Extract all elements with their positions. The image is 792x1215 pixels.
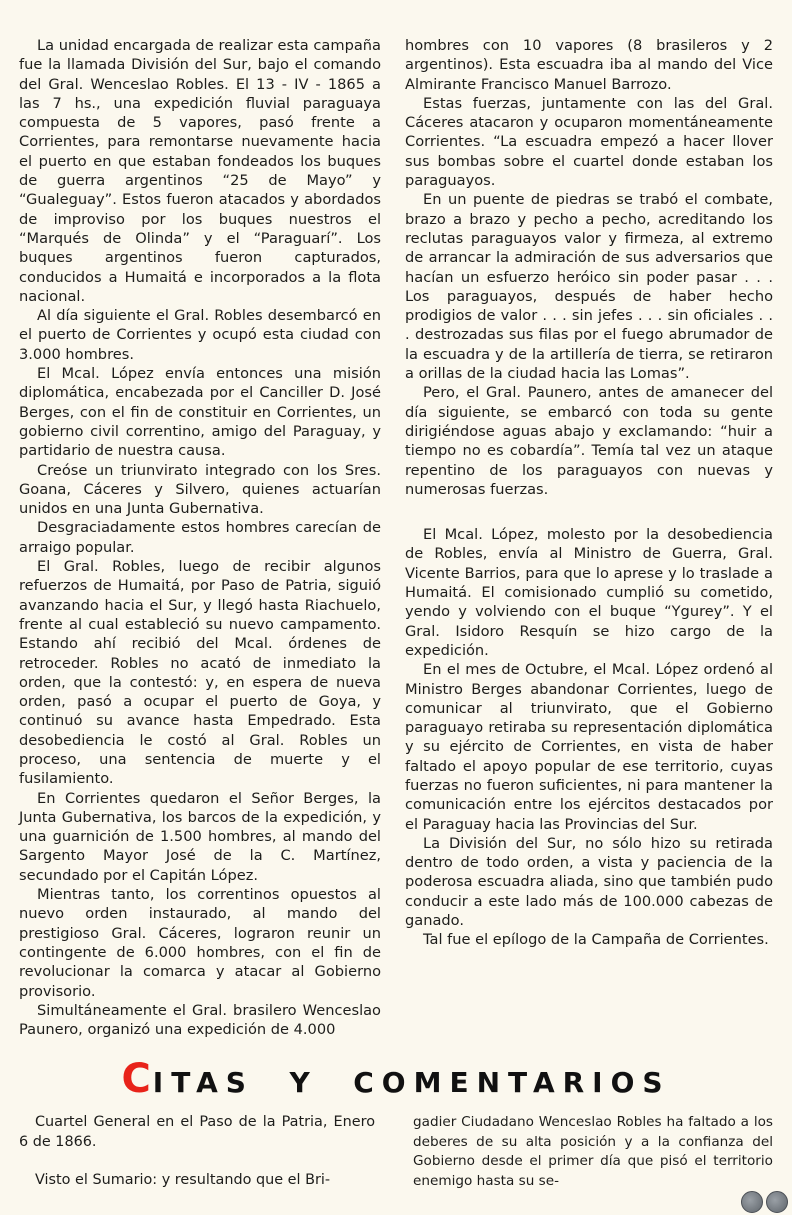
paragraph: gadier Ciudadano Wenceslao Robles ha faltado a los deberes de su alta posición y a la confianza del Gobierno desde el primer día que pisó el territorio enemigo hasta su se- [413, 1114, 773, 1189]
paragraph: En el mes de Octubre, el Mcal. López ordenó al Ministro Berges abandonar Corrientes, luego de comunicar al triunvirato, que el Gobierno paraguayo retiraba su representación diplomática y su ejército de Corrientes, en vista de haber faltado el apoyo popular de ese territorio, cuyas fuerzas no fueron suficientes, ni para mantener la comunicación entre los ejércitos destacados por el Paraguay hacia las Provincias del Sur. [405, 661, 773, 833]
paragraph: El Gral. Robles, luego de recibir algunos refuerzos de Humaitá, por Paso de Patria, siguió avanzando hacia el Sur, y llegó hasta Riachuelo, frente al cual estableció su nuevo campamento. Estando ahí recibió del Mcal. órdenes de retroceder. Robles no acató de inmediato la orden, que la contestó: y, en espera de nueva orden, pasó a ocupar el puerto de Goya, y continuó su avance hasta Empedrado. Esta desobediencia le costó al Gral. Robles un proceso, una sentencia de muerte y el fusilamiento. [19, 558, 381, 788]
right-column [405, 36, 773, 950]
paragraph: Al día siguiente el Gral. Robles desembarcó en el puerto de Corrientes y ocupó esta ciudad con 3.000 hombres. [19, 307, 381, 363]
paragraph: hombres con 10 vapores (8 brasileros y 2 argentinos). Esta escuadra iba al mando del Vice Almirante Francisco Manuel Barrozo. [405, 37, 773, 93]
quote-columns [19, 1113, 773, 1191]
seal-icon [741, 1191, 763, 1213]
left-column [19, 36, 381, 1039]
paragraph: Cuartel General en el Paso de la Patria, Enero 6 de 1866. [19, 1114, 375, 1150]
paragraph: Estas fuerzas, juntamente con las del Gral. Cáceres atacaron y ocuparon momentáneamente Corrientes. “La escuadra empezó a hacer llover sus bombas sobre el cuartel donde estaban los paraguayos. [405, 94, 773, 190]
paragraph: El Mcal. López, molesto por la desobediencia de Robles, envía al Ministro de Guerra, Gral. Vicente Barrios, para que lo aprese y lo traslade a Humaitá. El comisionado cumplió su cometido, yendo y volviendo con el buque “Ygurey”. Y el Gral. Isidoro Resquín se hizo cargo de la expedición. [405, 526, 773, 659]
paragraph: En un puente de piedras se trabó el combate, brazo a brazo y pecho a pecho, acreditando los reclutas paraguayos valor y firmeza, al extremo de arrancar la admiración de sus adversarios que hacían un esfuerzo heróico sin poder pasar . . . Los paraguayos, después de haber hecho prodigios de valor . . . sin jefes . . . sin oficiales . . . destrozadas sus filas por el fuego abrumador de la escuadra y de la artillería de tierra, se retiraron a orillas de la ciudad hacia las Lomas”. [405, 191, 773, 383]
quote-left-column [19, 1113, 375, 1191]
section-title [19, 1057, 773, 1105]
paragraph: Pero, el Gral. Paunero, antes de amanecer del día siguiente, se embarcó con toda su gente dirigiéndose aguas abajo y exclamando: “huir a tiempo no es cobardía”. Temía tal vez un ataque repentino de los paraguayos con nuevas y numerosas fuerzas. [405, 384, 773, 498]
paragraph: Creóse un triunvirato integrado con los Sres. Goana, Cáceres y Silvero, quienes actuarían unidos en una Junta Gubernativa. [19, 461, 381, 518]
article-columns [19, 36, 773, 1039]
section-title-initial: C [121, 1056, 153, 1103]
seal-badges [741, 1191, 788, 1213]
paragraph: En Corrientes quedaron el Señor Berges, la Junta Gubernativa, los barcos de la expedición, y una guarnición de 1.500 hombres, al mando del Sargento Mayor José de la C. Martínez, secundado por el Capitán López. [19, 789, 381, 884]
paragraph: Desgraciadamente estos hombres carecían de arraigo popular. [19, 519, 381, 556]
paragraph: Simultáneamente el Gral. brasilero Wenceslao Paunero, organizó una expedición de 4.000 [19, 1001, 381, 1039]
paragraph: La unidad encargada de realizar esta campaña fue la llamada División del Sur, bajo el comando del Gral. Wenceslao Robles. El 13 - IV - 1865 a las 7 hs., una expedición fluvial paraguaya compuesta de 5 vapores, pasó frente a Corrientes, para remontarse nuevamente hacia el puerto en que estaban fondeados los buques de guerra argentinos “25 de Mayo” y “Gualeguay”. Estos fueron atacados y abordados de improviso por los buques nuestros el “Marqués de Olinda” y el “Paraguarí”. Los buques argentinos fueron capturados, conducidos a Humaitá e incorporados a la flota nacional. [19, 37, 381, 305]
quote-right-column [413, 1113, 773, 1191]
paragraph: Visto el Sumario: y resultando que el Bri- [35, 1172, 331, 1189]
paragraph: Mientras tanto, los correntinos opuestos al nuevo orden instaurado, al mando del prestigioso Gral. Cáceres, lograron reunir un contingente de 6.000 hombres, con el fin de revolucionar la comarca y atacar al Gobierno provisorio. [19, 886, 381, 1000]
seal-icon [766, 1191, 788, 1213]
paragraph: El Mcal. López envía entonces una misión diplomática, encabezada por el Canciller D. José Berges, con el fin de constituir en Corrientes, un gobierno civil correntino, amigo del Paraguay, y partidario de nuestra causa. [19, 365, 381, 460]
paragraph: La División del Sur, no sólo hizo su retirada dentro de todo orden, a vista y paciencia de la poderosa escuadra aliada, sino que también pudo conducir a este lado más de 100.000 cabezas de ganado. [405, 834, 773, 930]
section-title-rest: ITAS Y COMENTARIOS [152, 1066, 671, 1100]
paragraph: Tal fue el epílogo de la Campaña de Corrientes. [423, 931, 769, 949]
